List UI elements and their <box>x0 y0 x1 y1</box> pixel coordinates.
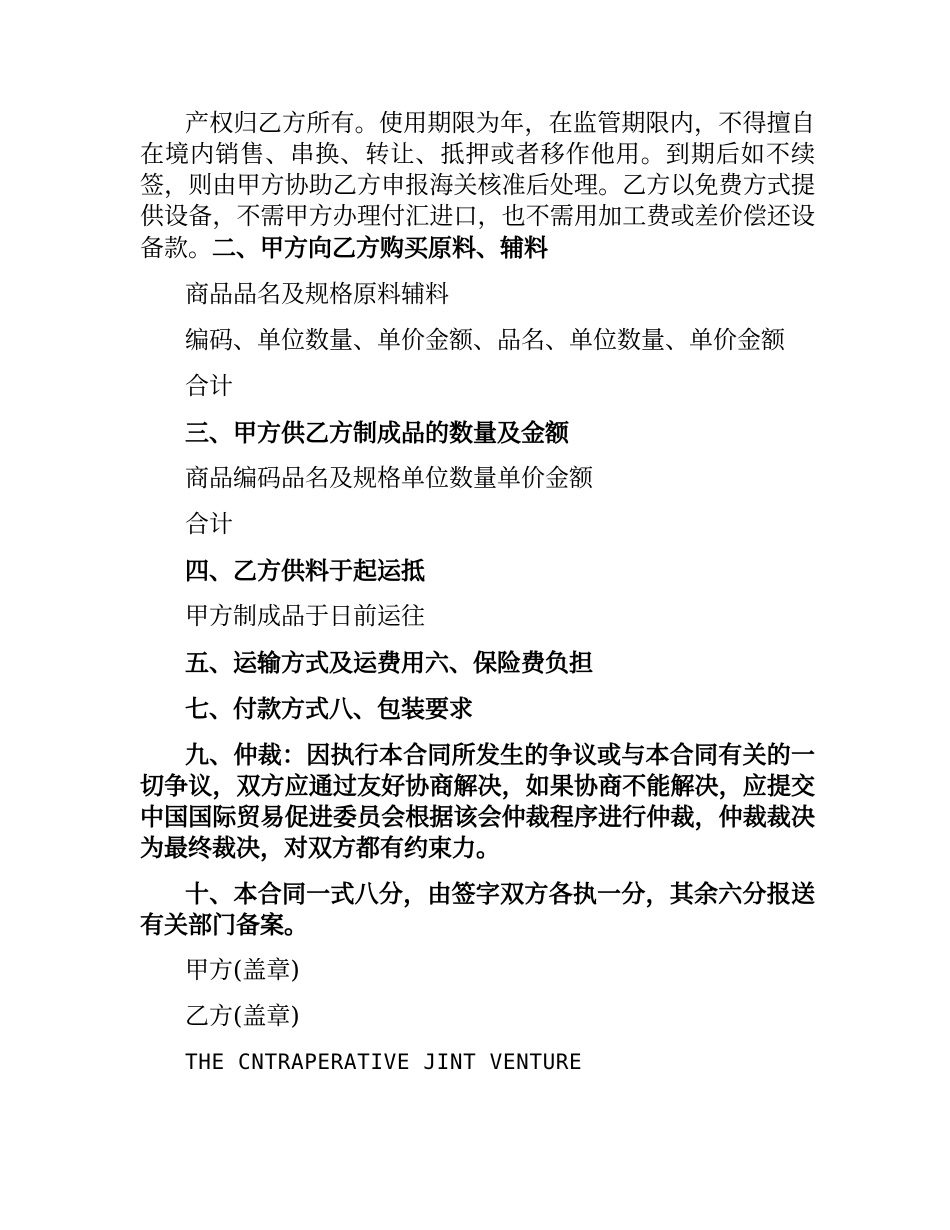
paragraph-text: 产权归乙方所有。使用期限为年，在监管期限内，不得擅自在境内销售、串换、转让、抵押或者移作他用。到期后如不续签，则由甲方协助乙方申报海关核准后处理。乙方以免费方式提供设备，不需甲方办理付汇进口，也不需用加工费或差价偿还设备款。 <box>140 109 815 262</box>
line-total-1: 合计 <box>185 372 233 400</box>
paragraph-arbitration: 九、仲裁：因执行本合同所发生的争议或与本合同有关的一切争议，双方应通过友好协商解决，如果协商不能解决，应提交中国国际贸易促进委员会根据该会仲裁程序进行仲裁，仲裁裁决为最终裁决，对双方都有约束力。 <box>140 740 815 862</box>
paragraph-equipment-ownership <box>140 108 815 264</box>
section-heading-4: 四、乙方供料于起运抵 <box>185 556 425 585</box>
section-heading-2: 二、甲方向乙方购买原料、辅料 <box>212 233 548 262</box>
paragraph-copies: 十、本合同一式八分，由签字双方各执一分，其余六分报送有关部门备案。 <box>140 879 815 939</box>
signature-party-b: 乙方(盖章) <box>185 1002 300 1030</box>
document-body <box>140 108 815 1078</box>
signature-party-a: 甲方(盖章) <box>185 956 300 984</box>
line-columns-2: 商品编码品名及规格单位数量单价金额 <box>185 464 593 492</box>
line-columns: 编码、单位数量、单价金额、品名、单位数量、单价金额 <box>185 326 785 354</box>
english-heading: THE CNTRAPERATIVE JINT VENTURE <box>185 1050 583 1074</box>
line-total-2: 合计 <box>185 510 233 538</box>
section-heading-5: 五、运输方式及运费用六、保险费负担 <box>185 648 593 677</box>
line-goods-name: 商品品名及规格原料辅料 <box>185 280 449 308</box>
line-shipment: 甲方制成品于日前运往 <box>185 602 425 630</box>
section-heading-3: 三、甲方供乙方制成品的数量及金额 <box>185 418 569 447</box>
section-heading-7: 七、付款方式八、包装要求 <box>185 694 473 723</box>
